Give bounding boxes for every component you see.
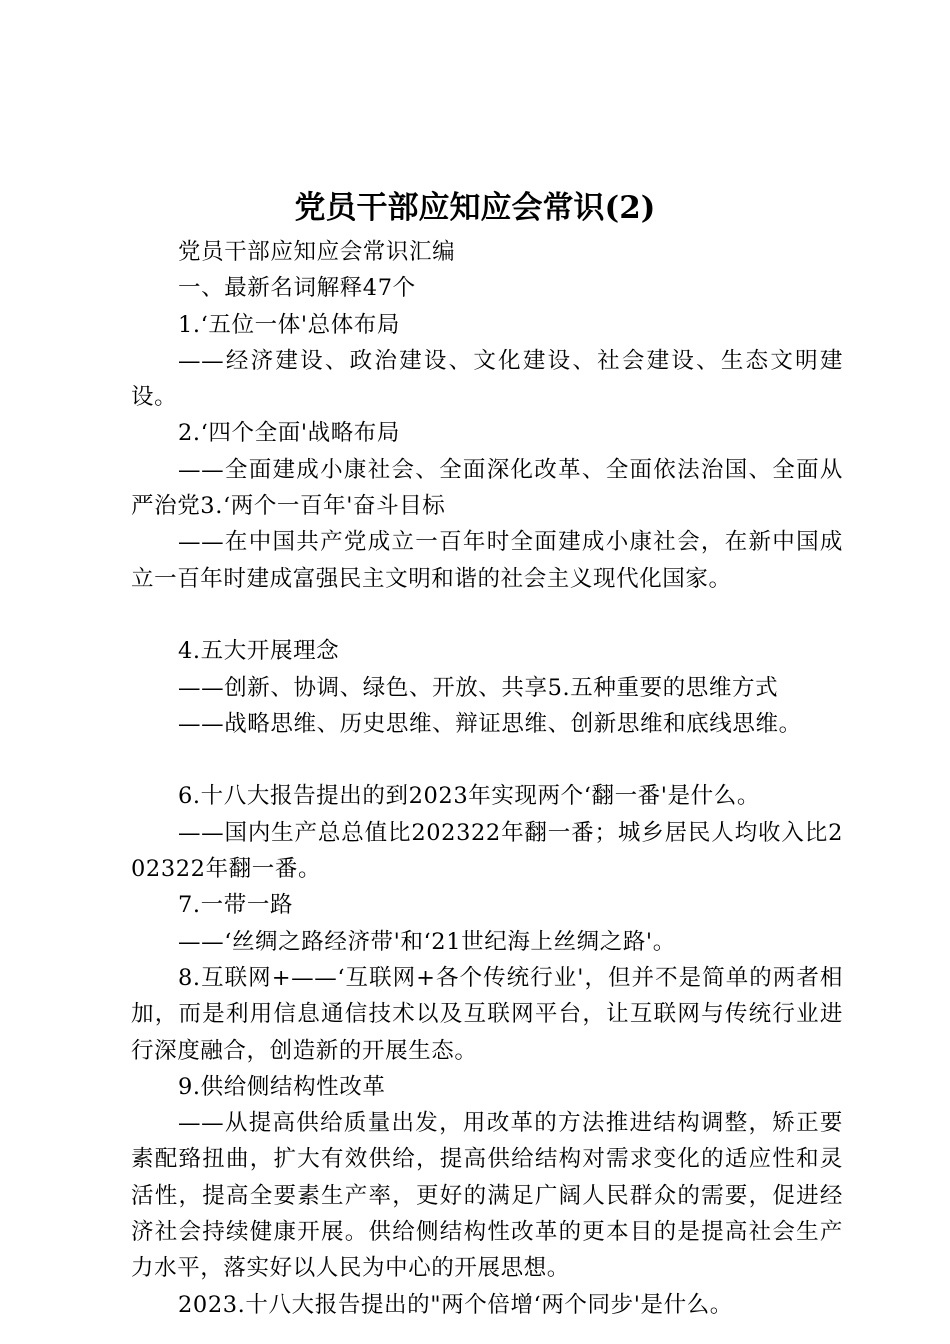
paragraph: 2023.十八大报告提出的"两个倍增‘两个同步'是什么。 (178, 1291, 733, 1318)
paragraph: 7.一带一路 (178, 892, 294, 919)
paragraph: 4.五大开展理念 (178, 638, 340, 665)
blank-line (131, 742, 843, 778)
paragraph: ——从提高供给质量出发，用改革的方法推进结构调整，矫正要素配臵扭曲，扩大有效供给，提高供给结构对需求变化的适应性和灵活性，提高全要素生产率，更好的满足广阔人民群众的需要，促进经济社会持续健康开展。供给侧结构性改革的更本目的是提高社会生产力水平，落实好以人民为中心的开展思想。 (131, 1110, 843, 1282)
paragraph: ——创新、协调、绿色、开放、共享5.五种重要的思维方式 (178, 674, 779, 701)
document-title: 党员干部应知应会常识(2) (294, 190, 656, 226)
paragraph: 6.十八大报告提出的到2023年实现两个‘翻一番'是什么。 (178, 783, 760, 810)
paragraph: ——经济建设、政治建设、文化建设、社会建设、生态文明建设。 (131, 347, 843, 411)
blank-line (131, 597, 843, 633)
document-body (131, 234, 843, 1323)
paragraph: 2.‘四个全面'战略布局 (178, 420, 401, 447)
paragraph: ——‘丝绸之路经济带'和‘21世纪海上丝绸之路'。 (178, 928, 676, 955)
section-heading: 一、最新名词解释47个 (178, 275, 416, 302)
paragraph: 9.供给侧结构性改革 (178, 1073, 386, 1100)
paragraph: ——全面建成小康社会、全面深化改革、全面依法治国、全面从严治党3.‘两个一百年'奋斗目标 (131, 456, 843, 520)
paragraph: ——战略思维、历史思维、辩证思维、创新思维和底线思维。 (178, 710, 802, 737)
paragraph: 8.互联网+——‘互联网+各个传统行业'，但并不是简单的两者相加，而是利用信息通信技术以及互联网平台，让互联网与传统行业进行深度融合，创造新的开展生态。 (131, 964, 843, 1064)
paragraph: ——国内生产总总值比202322年翻一番；城乡居民人均收入比202322年翻一番。 (131, 819, 843, 883)
paragraph: ——在中国共产党成立一百年时全面建成小康社会，在新中国成立一百年时建成富强民主文明和谐的社会主义现代化国家。 (131, 529, 843, 592)
paragraph: 1.‘五位一体'总体布局 (178, 311, 401, 338)
paragraph: 党员干部应知应会常识汇编 (178, 239, 456, 265)
